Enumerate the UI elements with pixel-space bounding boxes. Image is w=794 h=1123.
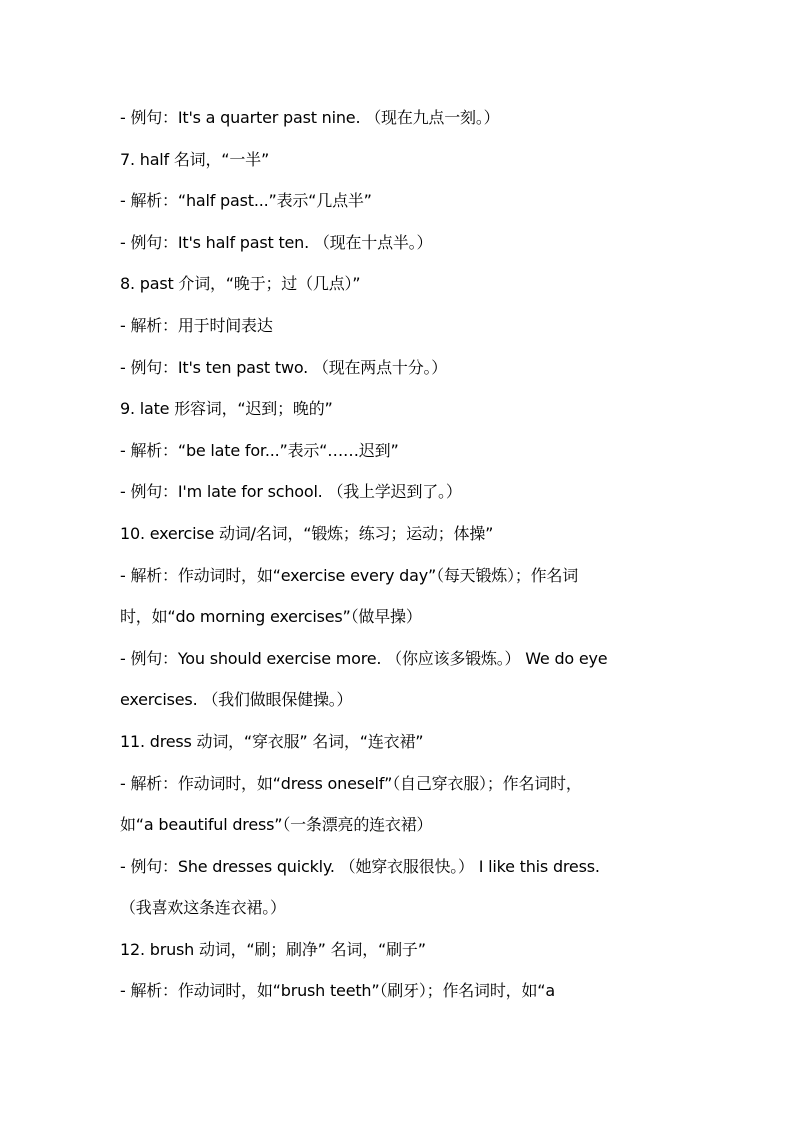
example-sentence-line: - 例句：She dresses quickly. （她穿衣服很快。） I like this dress. (120, 856, 600, 876)
entry-heading-half: 7. half 名词，“一半” (120, 149, 270, 169)
example-sentence-line: - 例句：I'm late for school. （我上学迟到了。） (120, 482, 462, 502)
explanation-line: - 解析：“be late for...”表示“……迟到” (120, 440, 399, 460)
entry-heading-dress: 11. dress 动词，“穿衣服” 名词，“连衣裙” (120, 731, 424, 751)
explanation-line: - 解析：作动词时，如“exercise every day”（每天锻炼）；作名词 (120, 565, 579, 585)
vocabulary-notes (120, 104, 690, 1019)
explanation-line: - 解析：作动词时，如“dress oneself”（自己穿衣服）；作名词时， (120, 773, 582, 793)
example-sentence-line: - 例句：It's half past ten. （现在十点半。） (120, 232, 433, 252)
explanation-line: - 解析：用于时间表达 (120, 315, 273, 335)
explanation-line-continued: 如“a beautiful dress”（一条漂亮的连衣裙） (120, 815, 433, 835)
example-sentence-line-continued: exercises. （我们做眼保健操。） (120, 690, 353, 710)
entry-heading-past: 8. past 介词，“晚于；过（几点）” (120, 274, 361, 294)
explanation-line: - 解析：作动词时，如“brush teeth”（刷牙）；作名词时，如“a (120, 981, 555, 1001)
explanation-line-continued: 时，如“do morning exercises”（做早操） (120, 607, 422, 627)
example-sentence-line: - 例句：It's a quarter past nine. （现在九点一刻。） (120, 108, 500, 127)
example-sentence-line: - 例句：You should exercise more. （你应该多锻炼。） We do eye (120, 648, 608, 668)
entry-heading-exercise: 10. exercise 动词/名词，“锻炼；练习；运动；体操” (120, 523, 494, 543)
example-sentence-line-continued: （我喜欢这条连衣裙。） (120, 898, 286, 918)
explanation-line: - 解析：“half past...”表示“几点半” (120, 191, 372, 211)
entry-heading-late: 9. late 形容词，“迟到；晚的” (120, 399, 333, 419)
example-sentence-line: - 例句：It's ten past two. （现在两点十分。） (120, 357, 448, 377)
entry-heading-brush: 12. brush 动词，“刷；刷净” 名词，“刷子” (120, 939, 426, 959)
